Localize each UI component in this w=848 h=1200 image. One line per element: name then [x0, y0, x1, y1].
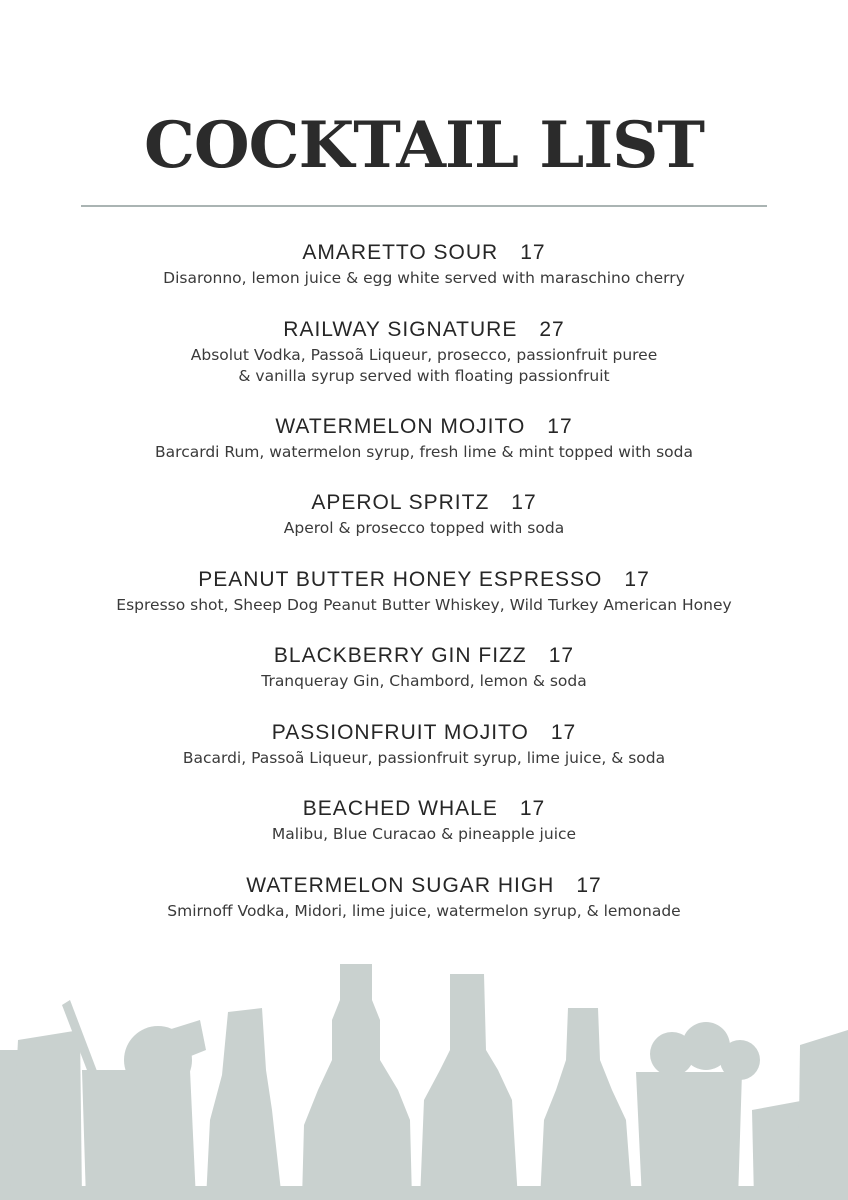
- bottle: [206, 1008, 282, 1200]
- page-title: COCKTAIL LIST: [143, 108, 705, 183]
- item-price: 27: [539, 318, 565, 341]
- item-heading: [0, 315, 848, 345]
- item-description: & vanilla syrup served with floating passionfruit: [238, 367, 610, 385]
- item-name: BEACHED WHALE: [302, 797, 498, 820]
- item-name: AMARETTO SOUR: [302, 241, 499, 264]
- item-price: 17: [548, 644, 575, 667]
- item-description: Bacardi, Passoã Liqueur, passionfruit syrup, lime juice, & soda: [182, 749, 666, 767]
- item-name: PEANUT BUTTER HONEY ESPRESSO: [198, 568, 603, 591]
- title-divider: [81, 205, 767, 207]
- bottles-and-glasses-illustration: [0, 950, 848, 1200]
- item-description: Espresso shot, Sheep Dog Peanut Butter Whiskey, Wild Turkey American Honey: [116, 596, 732, 614]
- item-price: 17: [519, 797, 546, 820]
- menu-item: [0, 794, 848, 845]
- menu-item: [0, 412, 848, 463]
- menu-item: [0, 871, 848, 922]
- tall-glass: [10, 1030, 82, 1200]
- item-description: Barcardi Rum, watermelon syrup, fresh lime & mint topped with soda: [155, 443, 693, 461]
- fruit-glass: [636, 1072, 742, 1200]
- menu-item: [0, 565, 848, 616]
- wine-bottle: [540, 1008, 632, 1200]
- item-name: APEROL SPRITZ: [311, 491, 490, 514]
- rum-bottle: [420, 974, 518, 1200]
- item-description: Aperol & prosecco topped with soda: [283, 519, 565, 537]
- item-heading: [0, 794, 848, 824]
- menu-item: [0, 315, 848, 387]
- item-heading: [0, 871, 848, 901]
- item-heading: [0, 488, 848, 518]
- item-heading: [0, 641, 848, 671]
- item-description: Disaronno, lemon juice & egg white served with maraschino cherry: [163, 269, 685, 287]
- bar-counter: [0, 1186, 848, 1200]
- menu-item: [0, 718, 848, 769]
- item-name: PASSIONFRUIT MOJITO: [271, 721, 529, 744]
- item-heading: [0, 412, 848, 442]
- item-price: 17: [547, 415, 573, 438]
- item-description: Malibu, Blue Curacao & pineapple juice: [271, 825, 577, 843]
- menu-item: [0, 488, 848, 539]
- whiskey-bottle: [302, 964, 412, 1200]
- silhouette-group: [0, 964, 848, 1200]
- cocktail-glass: [82, 1070, 196, 1200]
- item-price: 17: [520, 241, 546, 264]
- item-price: 17: [511, 491, 537, 514]
- item-name: RAILWAY SIGNATURE: [283, 318, 518, 341]
- item-heading: [0, 718, 848, 748]
- item-description: Smirnoff Vodka, Midori, lime juice, watermelon syrup, & lemonade: [167, 902, 681, 920]
- item-description: Absolut Vodka, Passoã Liqueur, prosecco, passionfruit puree: [190, 346, 658, 364]
- item-price: 17: [576, 874, 602, 897]
- item-price: 17: [624, 568, 650, 591]
- item-name: BLACKBERRY GIN FIZZ: [273, 644, 527, 667]
- item-description: Tranqueray Gin, Chambord, lemon & soda: [261, 672, 587, 690]
- item-name: WATERMELON MOJITO: [275, 415, 526, 438]
- menu-item: [0, 238, 848, 289]
- item-name: WATERMELON SUGAR HIGH: [246, 874, 555, 897]
- item-heading: [0, 565, 848, 595]
- greenery: [798, 1030, 848, 1200]
- item-price: 17: [550, 721, 577, 744]
- item-heading: [0, 238, 848, 268]
- menu-item: [0, 641, 848, 692]
- berry: [720, 1040, 760, 1080]
